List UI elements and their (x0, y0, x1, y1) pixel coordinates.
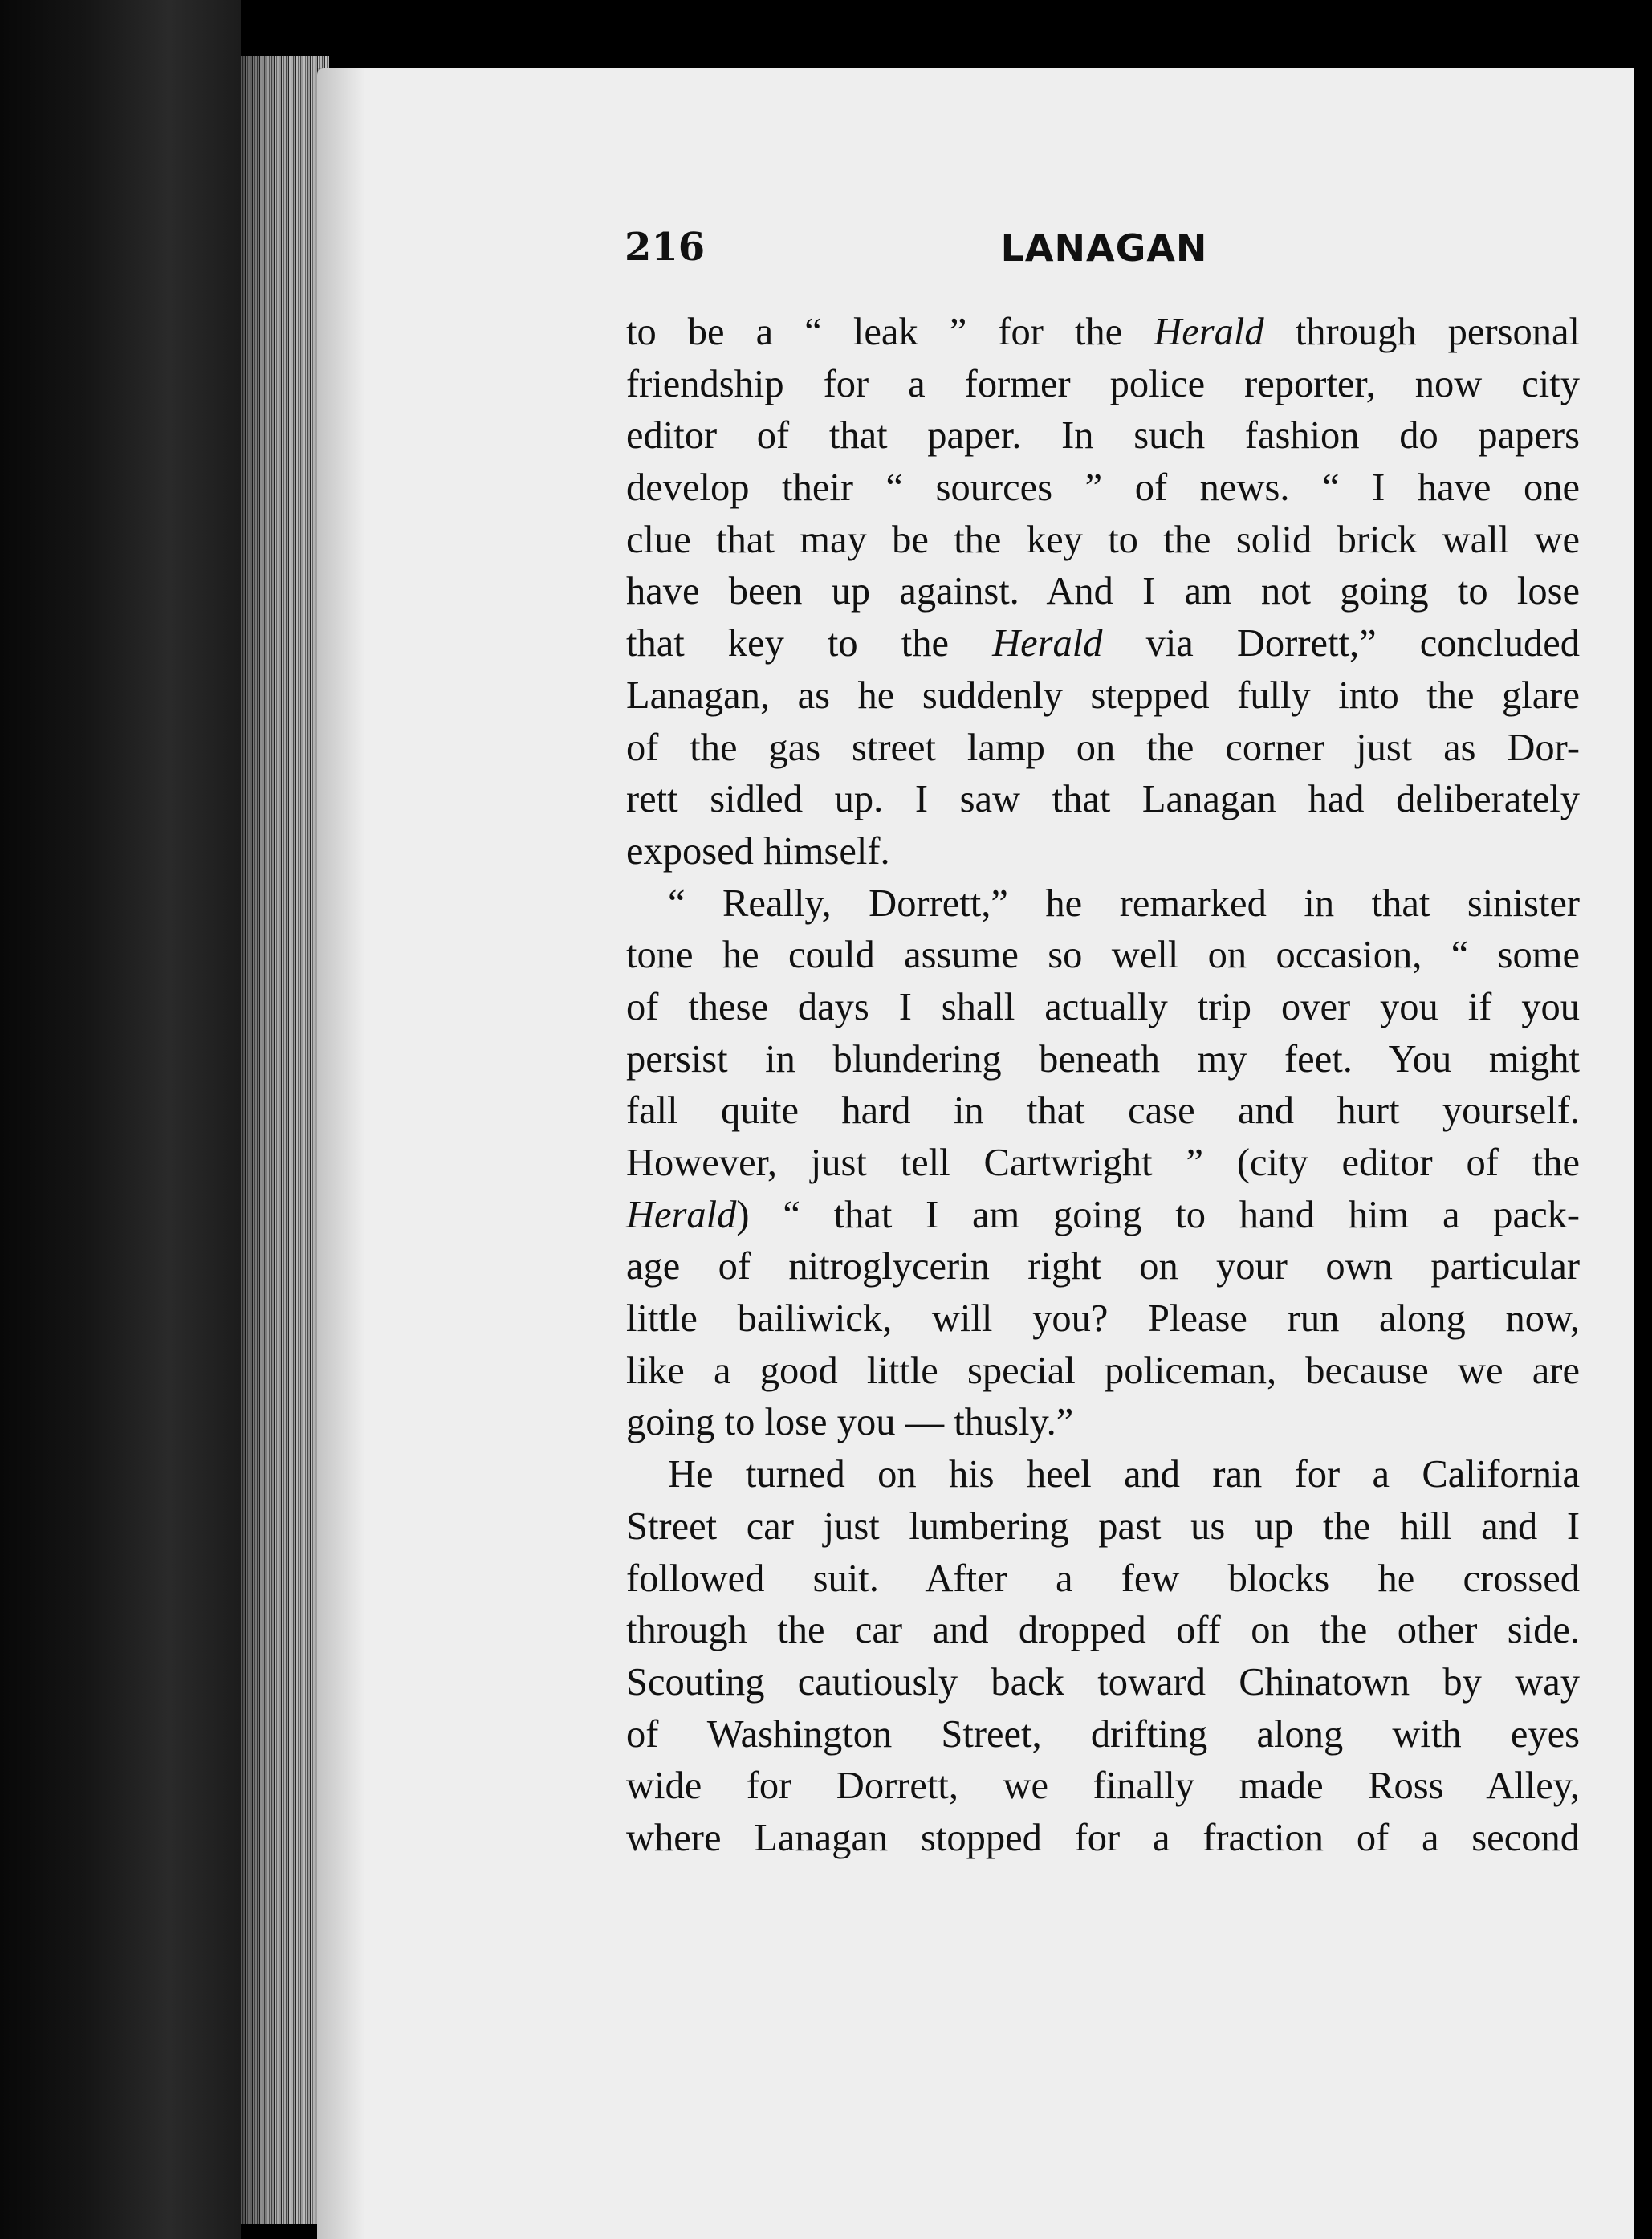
text-line (626, 1501, 1580, 1553)
text-line (626, 462, 1580, 515)
text-line (626, 1345, 1580, 1398)
text-line (626, 1449, 1580, 1501)
text-segment: “ Really, Dorrett,” he remarked in that sinister (668, 881, 1580, 925)
text-line (626, 1709, 1580, 1761)
text-line (626, 359, 1580, 411)
text-segment: via Dorrett,” concluded (1102, 622, 1580, 666)
text-line (626, 307, 1580, 359)
text-segment: However, just tell Cartwright ” (city editor of the (626, 1142, 1580, 1184)
text-line (626, 1553, 1580, 1606)
text-segment: through the car and dropped off on the other side. (626, 1609, 1580, 1652)
running-head: LANAGAN (1000, 226, 1208, 270)
text-line (626, 1605, 1580, 1657)
text-segment: of Washington Street, drifting along with eyes (626, 1712, 1580, 1756)
text-segment: age of nitroglycerin right on your own particular (626, 1245, 1580, 1288)
italic-text: Herald (626, 1193, 737, 1236)
text-segment: through personal (1263, 311, 1580, 353)
text-line (626, 566, 1580, 618)
text-segment: persist in blundering beneath my feet. You might (626, 1037, 1580, 1081)
text-line (626, 1293, 1580, 1345)
text-line (626, 1241, 1580, 1293)
text-line (626, 774, 1580, 826)
text-segment: followed suit. After a few blocks he crossed (626, 1557, 1580, 1600)
text-segment: fall quite hard in that case and hurt yourself. (626, 1089, 1580, 1133)
text-segment: to be a “ leak ” for the (626, 311, 1154, 353)
text-line (626, 618, 1580, 670)
text-line (626, 1034, 1580, 1086)
text-line (626, 1813, 1580, 1865)
page-header (625, 225, 1584, 281)
text-segment: friendship for a former police reporter, now city (626, 362, 1580, 405)
text-segment: where Lanagan stopped for a fraction of a second (626, 1816, 1580, 1859)
text-line (626, 723, 1580, 775)
text-segment: clue that may be the key to the solid brick wall we (626, 518, 1580, 561)
text-segment: going to lose you — thusly.” (626, 1401, 1074, 1444)
text-line (626, 1761, 1580, 1813)
text-line (626, 515, 1580, 567)
text-line (626, 1190, 1580, 1242)
text-segment: little bailiwick, will you? Please run along now, (626, 1297, 1580, 1341)
text-segment: editor of that paper. In such fashion do papers (626, 414, 1580, 458)
text-segment: tone he could assume so well on occasion, “ some (626, 934, 1580, 977)
text-segment: rett sidled up. I saw that Lanagan had deliberately (626, 778, 1580, 821)
body-text (626, 307, 1580, 1865)
text-segment: develop their “ sources ” of news. “ I have one (626, 466, 1580, 510)
text-line (626, 982, 1580, 1034)
text-line (626, 826, 1580, 878)
text-segment: Scouting cautiously back toward Chinatown by way (626, 1660, 1580, 1704)
text-line (626, 1085, 1580, 1138)
text-line (626, 878, 1580, 930)
text-segment: that key to the (626, 622, 993, 666)
text-segment: exposed himself. (626, 829, 890, 873)
italic-text: Herald (992, 622, 1103, 666)
text-segment: ) “ that I am going to hand him a pack- (736, 1193, 1580, 1236)
text-segment: have been up against. And I am not going to lose (626, 570, 1580, 613)
text-segment: like a good little special policeman, because we are (626, 1349, 1580, 1392)
text-segment: of the gas street lamp on the corner just as Dor- (626, 726, 1580, 769)
text-line (626, 1657, 1580, 1709)
text-line (626, 1397, 1580, 1449)
text-segment: Street car just lumbering past us up the hill and I (626, 1504, 1580, 1548)
text-segment: Lanagan, as he suddenly stepped fully into the glare (626, 674, 1580, 717)
text-line (626, 1138, 1580, 1190)
text-line (626, 410, 1580, 462)
text-line (626, 930, 1580, 982)
italic-text: Herald (1154, 311, 1264, 353)
text-segment: He turned on his heel and ran for a California (668, 1453, 1580, 1496)
text-segment: of these days I shall actually trip over you if you (626, 985, 1580, 1028)
text-segment: wide for Dorrett, we finally made Ross Alley, (626, 1765, 1580, 1808)
text-line (626, 670, 1580, 723)
page-number: 216 (625, 225, 706, 270)
book-spine (0, 0, 241, 2239)
